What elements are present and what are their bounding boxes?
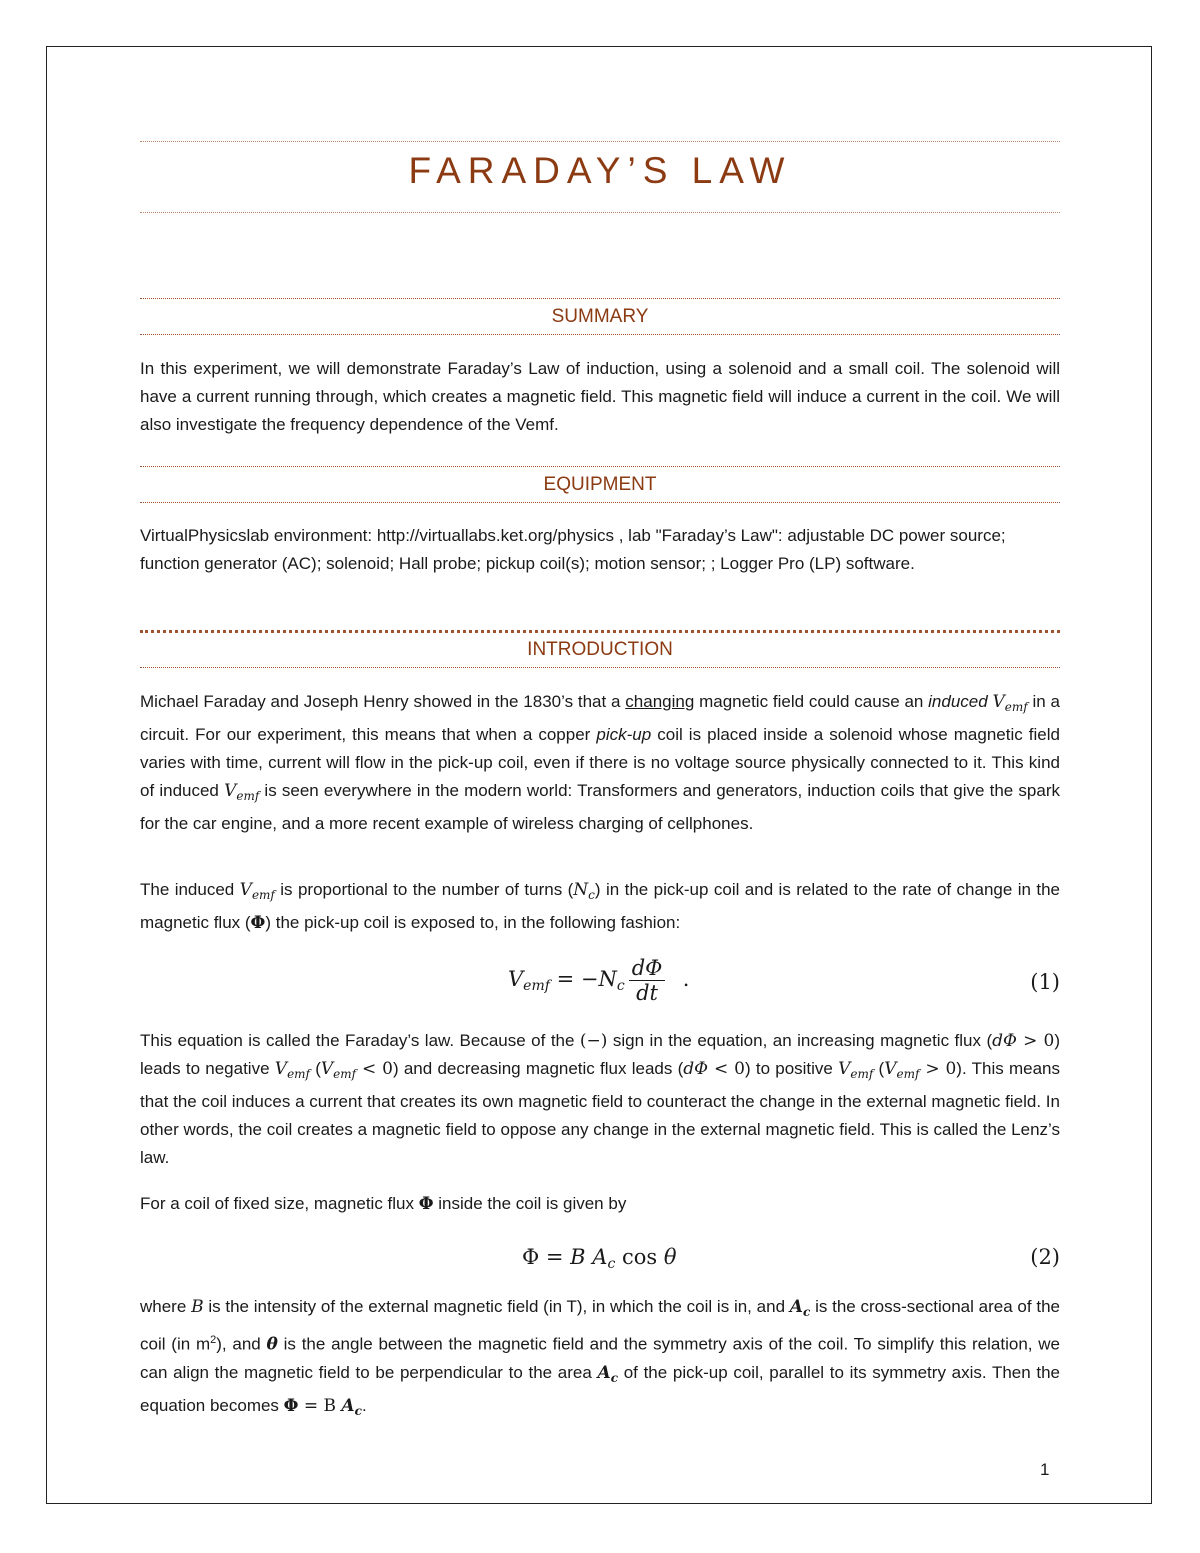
intro-paragraph-2: The induced $V_{emf}$ is proportional to the number of turns $(N_c)$ in the pick-up coil and is related to the rate of change in the magnetic flux (Φ) the pick-up coil is exposed to, in the following fashion: — [140, 880, 1061, 933]
intro-paragraph-3: This equation is called the Faraday’s law. Because of the (−) sign in the equation, an increasing magnetic flux (dΦ > 0) leads to negative $V_{emf}$ $(V_{emf} < 0)$ and decreasing magnetic flux leads (dΦ < 0) to positive $V_{emf}$ $(V_{emf} > 0)$. This means that the coil induces a current that creates its own magnetic field to counteract the change in the external magnetic field. In other words, the coil creates a magnetic field to oppose any change in the external magnetic field. This is called the Lenz’s law. — [140, 1031, 1060, 1167]
equipment-rule-top — [140, 466, 1060, 467]
title-rule-top — [140, 141, 1060, 142]
intro-paragraph-1: Michael Faraday and Joseph Henry showed in the 1830’s that a changing magnetic field could cause an induced $V_{emf}$ in a circuit. For our experiment, this means that when a copper pick-up coil is placed inside a solenoid whose magnetic field varies with time, current will flow in the pick-up coil, even if there is no voltage source physically connected to it. This kind of induced $V_{emf}$ is seen everywhere in the modern world: Transformers and generators, induction coils that give the spark for the car engine, and a more recent example of wireless charging of cellphones. — [140, 692, 1060, 833]
title-rule-bottom — [140, 212, 1060, 213]
page-title: FARADAY’S LAW — [408, 150, 792, 191]
summary-heading: SUMMARY — [551, 306, 649, 327]
intro-paragraph-5: where B is the intensity of the external magnetic field (in T), in which the coil is in, and $A_c$ is the cross-sectional area of the coil (in $m^2$), and θ is the angle between the magnetic field and the symmetry axis of the coil. To simplify this relation, we can align the magnetic field to be perpendicular to the area $A_c$ of the pick-up coil, parallel to its symmetry axis. Then the equation becomes Φ = B $A_c$. — [140, 1297, 1060, 1418]
page-number: 1 — [1040, 1460, 1050, 1479]
equipment-heading: EQUIPMENT — [543, 474, 657, 495]
introduction-rule-bottom — [140, 667, 1060, 668]
equation-1: $V_{emf} = -N_c$ $\frac{d\Phi}{dt}$ . (1) — [508, 956, 1060, 1005]
equation-1-number: (1) — [1030, 970, 1060, 994]
introduction-heading: INTRODUCTION — [527, 639, 673, 660]
equation-2-number: (2) — [1030, 1245, 1060, 1269]
summary-text: In this experiment, we will demonstrate Faraday’s Law of induction, using a solenoid and a small coil. The solenoid will have a current running through, which creates a magnetic field. This magnetic field will induce a current in the coil. We will also investigate the frequency dependence of the Vemf. — [140, 359, 1060, 434]
equipment-rule-bottom — [140, 502, 1060, 503]
changing-underlined: changing — [625, 692, 695, 711]
summary-rule-top — [140, 298, 1060, 299]
equipment-text: VirtualPhysicslab environment: http://virtuallabs.ket.org/physics , lab "Faraday’s Law": adjustable DC power source; function generator (AC); solenoid; Hall probe; pickup coil(s); motion sensor; ; Logger Pro (LP) software. — [140, 526, 1006, 573]
equation-2: Φ = B $A_c$ cos θ (2) — [522, 1245, 1060, 1272]
introduction-rule-top — [140, 630, 1060, 633]
intro-paragraph-4: For a coil of fixed size, magnetic flux Φ inside the coil is given by — [140, 1194, 627, 1214]
summary-rule-bottom — [140, 334, 1060, 335]
